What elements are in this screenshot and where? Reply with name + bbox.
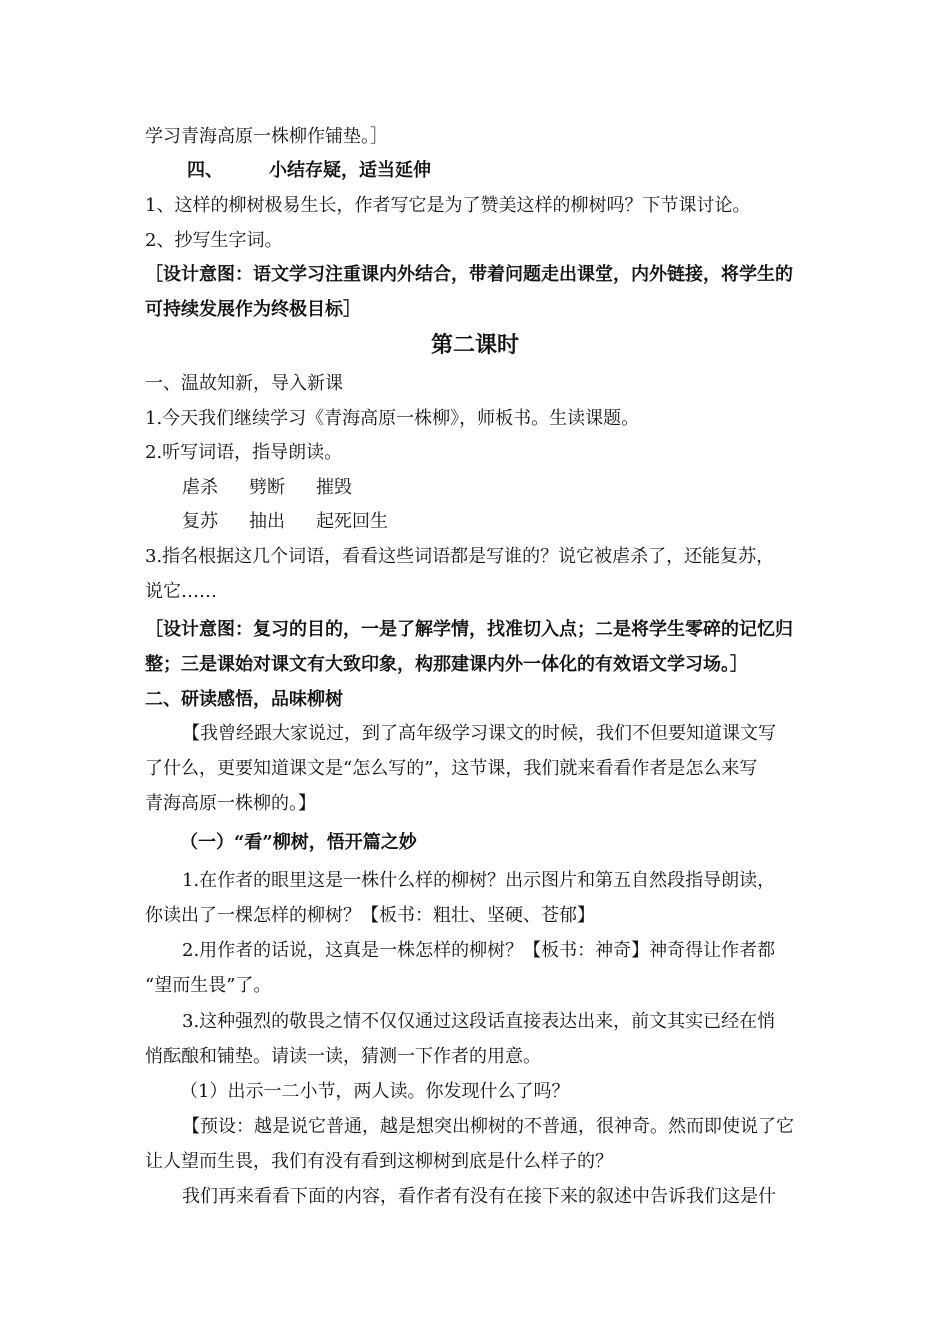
paragraph-line: 青海高原一株柳的。】 — [145, 793, 316, 814]
vocab-word: 虐杀 — [182, 477, 218, 498]
design-intent-line: ［设计意图：复习的目的，一是了解学情，找准切入点；二是将学生零碎的记忆归 — [145, 619, 793, 640]
paragraph-line: 我们再来看看下面的内容，看作者有没有在接下来的叙述中告诉我们这是什 — [182, 1186, 776, 1207]
lesson-title: 第二课时 — [430, 333, 519, 358]
vocab-word: 劈断 — [249, 477, 285, 498]
paragraph-line: “望而生畏”了。 — [145, 975, 272, 996]
section-heading: 一、温故知新，导入新课 — [145, 373, 343, 394]
paragraph-line: 3.这种强烈的敬畏之情不仅仅通过这段话直接表达出来，前文其实已经在悄 — [182, 1011, 776, 1032]
paragraph-line: 3.指名根据这几个词语，看看这些词语都是写谁的？说它被虐杀了，还能复苏， — [145, 546, 775, 567]
paragraph-line: 1.今天我们继续学习《青海高原一株柳》，师板书。生读课题。 — [145, 408, 640, 429]
paragraph-line: 2、抄写生字词。 — [145, 230, 283, 251]
paragraph-line: （1）出示一二小节，两人读。你发现什么了吗？ — [180, 1081, 570, 1102]
paragraph-line: 2.听写词语，指导朗读。 — [145, 442, 343, 463]
paragraph-line: 【预设：越是说它普通，越是想突出柳树的不普通，很神奇。然而即使说了它 — [182, 1116, 794, 1137]
vocab-word: 复苏 — [182, 511, 218, 532]
design-intent-line: ［设计意图：语文学习注重课内外结合，带着问题走出课堂，内外链接，将学生的 — [145, 264, 793, 285]
paragraph-line: 让人望而生畏，我们有没有看到这柳树到底是什么样子的？ — [145, 1151, 613, 1172]
design-intent-line: 可持续发展作为终极目标］ — [145, 299, 361, 320]
paragraph-line: 1、这样的柳树极易生长，作者写它是为了赞美这样的柳树吗？下节课讨论。 — [145, 195, 751, 216]
paragraph-line: 2.用作者的话说，这真是一株怎样的柳树？【板书：神奇】神奇得让作者都 — [182, 940, 776, 961]
paragraph-line: 1.在作者的眼里这是一株什么样的柳树？出示图片和第五自然段指导朗读， — [182, 870, 776, 891]
subsection-heading: （一）“看”柳树，悟开篇之妙 — [180, 832, 417, 853]
vocab-word: 摧毁 — [316, 477, 352, 498]
design-intent-line: 整；三是课始对课文有大致印象，构那建课内外一体化的有效语文学习场。］ — [145, 654, 748, 675]
paragraph-line: 说它…… — [145, 581, 217, 602]
paragraph-line: 了什么，更要知道课文是“怎么写的”，这节课，我们就来看看作者是怎么来写 — [145, 758, 758, 779]
paragraph-line: 学习青海高原一株柳作铺垫。］ — [145, 126, 388, 147]
paragraph-line: 你读出了一棵怎样的柳树？【板书：粗壮、坚硬、苍郁】 — [145, 905, 595, 926]
section-four-number: 四、 — [187, 160, 223, 181]
paragraph-line: 【我曾经跟大家说过，到了高年级学习课文的时候，我们不但要知道课文写 — [182, 723, 776, 744]
section-heading: 二、研读感悟，品味柳树 — [145, 689, 343, 710]
section-four-heading: 小结存疑，适当延伸 — [269, 160, 431, 181]
vocab-word: 抽出 — [249, 511, 285, 532]
vocab-word: 起死回生 — [316, 511, 388, 532]
paragraph-line: 悄酝酿和铺垫。请读一读，猜测一下作者的用意。 — [145, 1046, 541, 1067]
